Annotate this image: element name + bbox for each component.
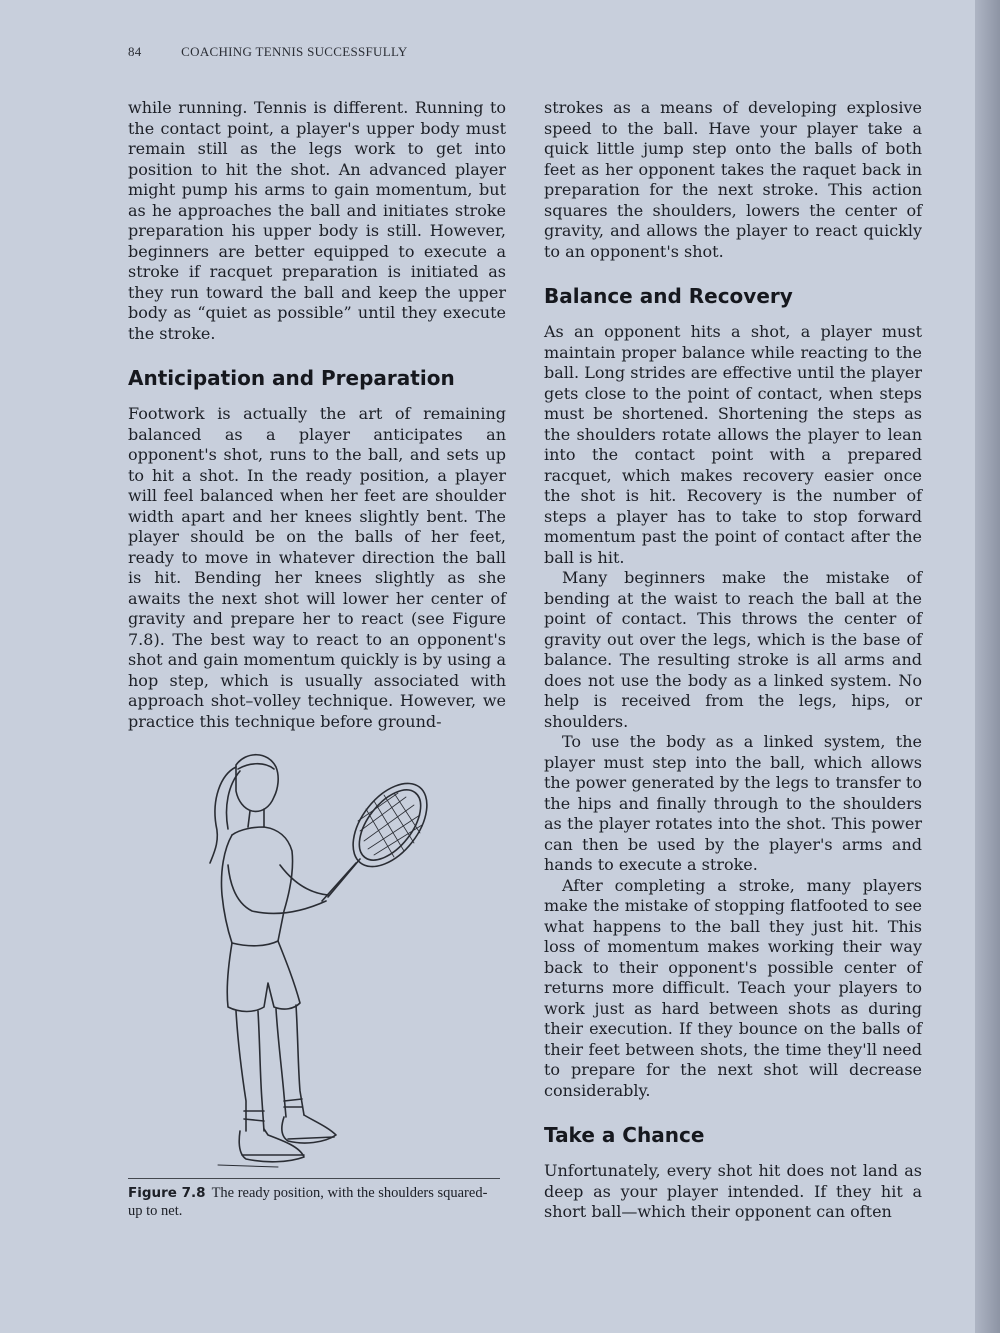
running-head [128, 44, 408, 60]
right-column [544, 98, 922, 1223]
paragraph: Many beginners make the mistake of bending at the waist to reach the ball at the point of contact. This throws the center of gravity out over the legs, which is the base of balance. The resulting stroke is all arms and does not use the body as a linked system. No help is received from the legs, hips, or shoulders. [544, 568, 922, 731]
paragraph: Unfortunately, every shot hit does not land as deep as your player intended. If they hit a short ball—which their opponent can often [544, 1161, 922, 1221]
paragraph: After completing a stroke, many players make the mistake of stopping flatfooted to see what happens to the ball they just hit. This loss of momentum makes working their way back to their opponent's possible center of returns more difficult. Teach your players to work just as hard between shots as during their execution. If they bounce on the balls of their feet between shots, the time they'll need to prepare for the next shot will decrease considerably. [544, 875, 922, 1100]
figure-caption [128, 1184, 500, 1220]
figure-label: Figure 7.8 [128, 1185, 206, 1201]
paragraph: To use the body as a linked system, the player must step into the ball, which allows the power generated by the legs to transfer to the hips and finally through to the shoulders as the player rotates into the shot. This power can then be used by the player's arms and hands to execute a stroke. [544, 732, 922, 874]
book-title: COACHING TENNIS SUCCESSFULLY [181, 44, 408, 59]
book-spine-shadow [975, 0, 1000, 1333]
section-heading-balance: Balance and Recovery [544, 284, 793, 308]
paragraph: As an opponent hits a shot, a player must maintain proper balance while reacting to the ball. Long strides are effective until the player gets close to the point of contact, when steps must be shortened. Shortening the steps as the shoulders rotate allows the player to lean into the contact point with a prepared racquet, which makes recovery easier once the shot is hit. Recovery is the number of steps a player has to take to stop forward momentum past the point of contact after the ball is hit. [544, 322, 922, 567]
figure-rule [128, 1178, 500, 1179]
figure-illustration [128, 745, 500, 1175]
tennis-player-drawing [128, 745, 500, 1175]
left-column [128, 98, 506, 732]
paragraph: strokes as a means of developing explosive speed to the ball. Have your player take a quick little jump step onto the balls of both feet as her opponent takes the raquet back in preparation for the next stroke. This action squares the shoulders, lowers the center of gravity, and allows the player to react quickly to an opponent's shot. [544, 98, 922, 261]
figure-caption-text: The ready position, with the shoulders squared-up to net. [128, 1185, 488, 1219]
section-heading-anticipation: Anticipation and Preparation [128, 366, 455, 390]
page-number: 84 [128, 44, 142, 59]
paragraph: while running. Tennis is different. Running to the contact point, a player's upper body must remain still as the legs work to get into position to hit the shot. An advanced player might pump his arms to gain momentum, but as he approaches the ball and initiates stroke preparation his upper body is still. However, beginners are better equipped to execute a stroke if racquet preparation is initiated as they run toward the ball and keep the upper body as “quiet as possible” until they execute the stroke. [128, 98, 506, 343]
paragraph: Footwork is actually the art of remaining balanced as a player anticipates an opponent's shot, runs to the ball, and sets up to hit a shot. In the ready position, a player will feel balanced when her feet are shoulder width apart and her knees slightly bent. The player should be on the balls of her feet, ready to move in whatever direction the ball is hit. Bending her knees slightly as she awaits the next shot will lower her center of gravity and prepare her to react (see Figure 7.8). The best way to react to an opponent's shot and gain momentum quickly is by using a hop step, which is usually associated with approach shot–volley technique. However, we practice this technique before ground- [128, 404, 506, 731]
section-heading-chance: Take a Chance [544, 1123, 705, 1147]
